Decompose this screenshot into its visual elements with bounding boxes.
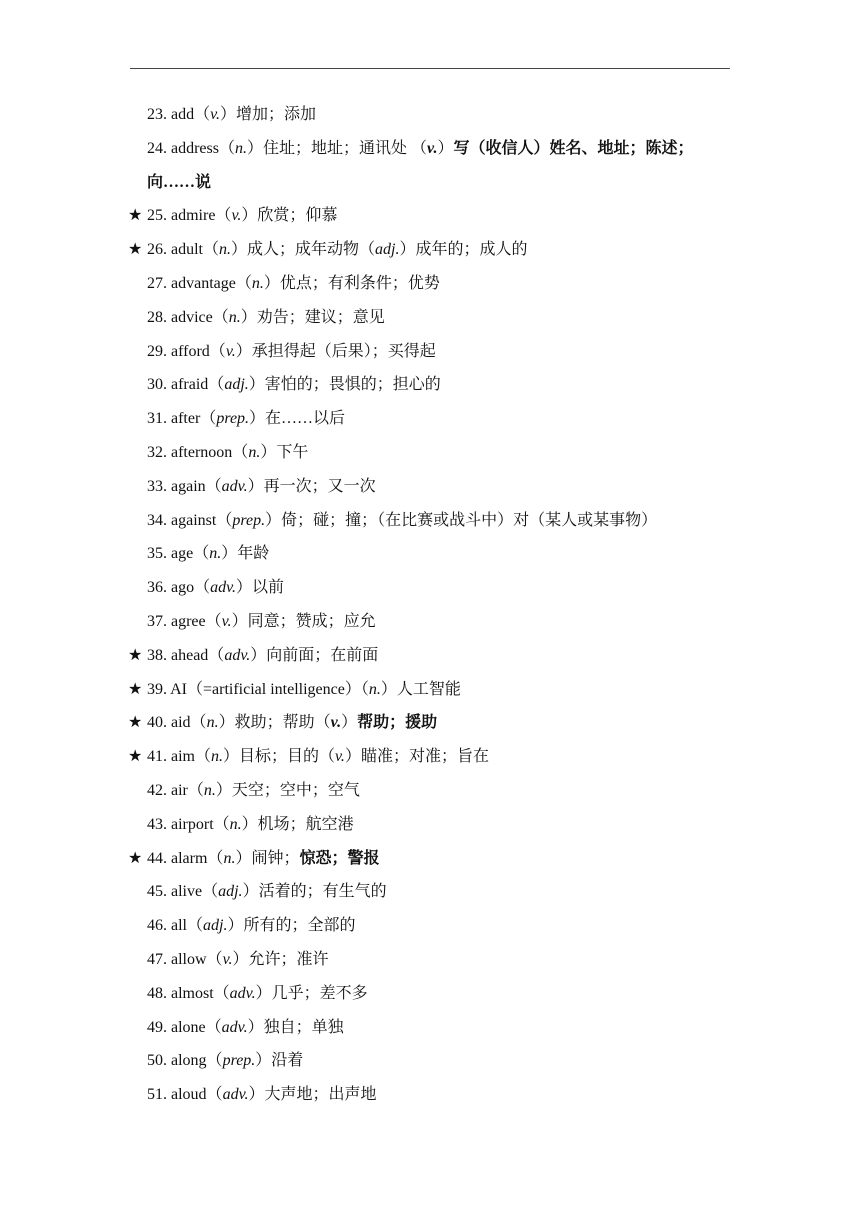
entry-text: ）大声地；出声地	[248, 1086, 377, 1104]
entry-text: ahead（	[171, 646, 225, 664]
entry-text: ）机场；航空港	[241, 815, 354, 833]
entry-number: 51.	[147, 1086, 167, 1104]
part-of-speech: v.	[427, 139, 438, 157]
part-of-speech: n.	[251, 274, 264, 292]
entry-number: 24.	[147, 139, 167, 157]
entry-text: ）目标；目的（	[223, 748, 336, 766]
entry-number: 27.	[147, 274, 167, 292]
vocab-entry	[0, 537, 860, 571]
vocab-entry	[0, 977, 860, 1011]
vocab-entry	[0, 605, 860, 639]
entry-text: ）所有的；全部的	[227, 917, 356, 935]
entry-number: 36.	[147, 579, 167, 597]
vocab-entry	[0, 909, 860, 943]
entry-text: aloud（	[171, 1086, 223, 1104]
entry-text: ）救助；帮助（	[218, 714, 331, 732]
entry-text: afford（	[171, 342, 226, 360]
part-of-speech: n.	[223, 849, 236, 867]
entry-text: agree（	[171, 612, 222, 630]
entry-text: ）成人；成年动物（	[231, 241, 376, 259]
entry-text: AI（=artificial intelligence）（	[170, 680, 369, 698]
entry-text: ）同意；赞成；应允	[231, 612, 376, 630]
entry-number: 28.	[147, 308, 167, 326]
entry-number: 41.	[147, 748, 167, 766]
entry-text: ）承担得起（后果）；买得起	[235, 342, 436, 360]
part-of-speech: n.	[235, 139, 247, 157]
entry-number: 23.	[147, 106, 167, 123]
vocab-entry	[0, 233, 860, 267]
entry-number: 45.	[147, 883, 167, 901]
entry-text: ）	[341, 714, 358, 732]
entry-text: ）成年的；成人的	[399, 241, 528, 259]
part-of-speech: n.	[209, 545, 222, 563]
part-of-speech: n.	[203, 781, 216, 799]
entry-number: 35.	[147, 545, 167, 563]
entry-text: ）瞄准；对准；旨在	[344, 748, 489, 766]
entry-text: ）住址；地址；通讯处 （	[247, 139, 428, 157]
part-of-speech: v.	[231, 207, 242, 225]
part-of-speech: v.	[221, 612, 232, 630]
part-of-speech: n.	[229, 815, 242, 833]
header-rule	[130, 68, 730, 69]
vocab-entry	[0, 98, 860, 132]
part-of-speech: n.	[211, 748, 223, 766]
bold-meaning: 惊恐；警报	[299, 849, 380, 867]
vocab-entry	[0, 132, 860, 200]
entry-text: ）年龄	[221, 545, 270, 563]
part-of-speech: adj.	[224, 376, 249, 394]
entry-text: ）	[437, 139, 454, 157]
vocab-entry	[0, 1078, 860, 1112]
entry-number: 31.	[147, 410, 167, 428]
vocab-entry	[0, 199, 860, 233]
vocab-entry	[0, 943, 860, 977]
vocab-entry	[0, 571, 860, 605]
entry-text: aim（	[171, 748, 211, 766]
star-marker: ★	[128, 748, 143, 766]
entry-text: alive（	[171, 883, 219, 901]
entry-text: ）独自；单独	[247, 1018, 344, 1036]
entry-number: 33.	[147, 477, 167, 495]
part-of-speech: n.	[219, 241, 231, 259]
vocab-entry	[0, 673, 860, 707]
entry-text: ago（	[171, 579, 211, 597]
part-of-speech: prep.	[232, 511, 266, 529]
vocab-entry	[0, 368, 860, 402]
part-of-speech: adv.	[224, 646, 251, 664]
entry-text: ）再一次；又一次	[247, 477, 376, 495]
entry-number: 46.	[147, 917, 167, 935]
entry-text: ）下午	[260, 443, 309, 461]
vocab-entry	[0, 402, 860, 436]
entry-text: ）害怕的；畏惧的；担心的	[248, 376, 441, 394]
entry-text: ）向前面；在前面	[250, 646, 379, 664]
entry-text: against（	[171, 511, 233, 529]
part-of-speech: v.	[225, 342, 236, 360]
part-of-speech: n.	[368, 680, 381, 698]
entry-number: 49.	[147, 1018, 167, 1036]
entry-number: 29.	[147, 342, 167, 360]
entry-text: admire（	[171, 207, 232, 225]
entry-text: alone（	[171, 1018, 222, 1036]
entry-text: airport（	[171, 815, 230, 833]
entry-text: all（	[171, 917, 203, 935]
entry-text: adult（	[171, 241, 219, 259]
entry-text: afternoon（	[171, 443, 249, 461]
part-of-speech: adj.	[375, 241, 400, 259]
bold-meaning: 写（收信人）姓名、地址；陈述；向……说	[147, 139, 694, 191]
part-of-speech: prep.	[222, 1052, 256, 1070]
vocabulary-list	[0, 98, 860, 1112]
vocab-entry	[0, 706, 860, 740]
entry-text: along（	[171, 1052, 223, 1070]
star-marker: ★	[128, 207, 143, 225]
entry-text: air（	[171, 781, 204, 799]
star-marker: ★	[128, 714, 143, 732]
part-of-speech: v.	[210, 106, 221, 123]
entry-number: 30.	[147, 376, 167, 394]
part-of-speech: n.	[206, 714, 219, 732]
entry-number: 37.	[147, 612, 167, 630]
vocab-entry	[0, 301, 860, 335]
entry-text: ）几乎；差不多	[255, 984, 368, 1002]
star-marker: ★	[128, 680, 143, 698]
entry-text: ）闹钟；	[235, 849, 300, 867]
entry-number: 38.	[147, 646, 167, 664]
part-of-speech: n.	[248, 443, 261, 461]
vocab-entry	[0, 808, 860, 842]
entry-text: again（	[171, 477, 222, 495]
entry-number: 34.	[147, 511, 167, 529]
entry-number: 47.	[147, 950, 167, 968]
entry-number: 26.	[147, 241, 167, 259]
entry-text: aid（	[171, 714, 207, 732]
entry-number: 50.	[147, 1052, 167, 1070]
star-marker: ★	[128, 849, 143, 867]
entry-text: ）天空；空中；空气	[215, 781, 360, 799]
part-of-speech: prep.	[216, 410, 250, 428]
part-of-speech: adj.	[218, 883, 243, 901]
vocab-entry	[0, 504, 860, 538]
entry-text: after（	[171, 410, 217, 428]
entry-text: age（	[171, 545, 210, 563]
entry-text: advantage（	[171, 274, 252, 292]
entry-text: ）劝告；建议；意见	[240, 308, 385, 326]
part-of-speech: adv.	[222, 1086, 249, 1104]
entry-number: 44.	[147, 849, 167, 867]
entry-number: 32.	[147, 443, 167, 461]
vocab-entry	[0, 1011, 860, 1045]
part-of-speech: adv.	[221, 477, 248, 495]
entry-text: ）在……以后	[249, 410, 346, 428]
vocab-entry	[0, 335, 860, 369]
part-of-speech: adv.	[221, 1018, 248, 1036]
entry-number: 25.	[147, 207, 167, 225]
vocab-entry	[0, 774, 860, 808]
star-marker: ★	[128, 646, 143, 664]
vocab-entry	[0, 740, 860, 774]
vocab-entry	[0, 639, 860, 673]
part-of-speech: v.	[335, 748, 345, 766]
part-of-speech: adv.	[229, 984, 256, 1002]
vocab-entry	[0, 842, 860, 876]
vocab-entry	[0, 436, 860, 470]
vocab-entry	[0, 875, 860, 909]
part-of-speech: n.	[228, 308, 241, 326]
entry-text: ）欣赏；仰慕	[241, 207, 338, 225]
entry-text: ）活着的；有生气的	[242, 883, 387, 901]
entry-text: address（	[171, 139, 235, 157]
entry-number: 40.	[147, 714, 167, 732]
entry-text: ）允许；准许	[232, 950, 329, 968]
entry-text: allow（	[171, 950, 223, 968]
entry-text: ）以前	[236, 579, 285, 597]
entry-text: alarm（	[171, 849, 224, 867]
part-of-speech: adj.	[203, 917, 228, 935]
bold-meaning: 帮助；援助	[357, 714, 438, 732]
entry-text: almost（	[171, 984, 230, 1002]
entry-text: ）人工智能	[380, 680, 461, 698]
vocab-entry	[0, 470, 860, 504]
entry-text: afraid（	[171, 376, 225, 394]
entry-text: ）优点；有利条件；优势	[263, 274, 440, 292]
part-of-speech: adv.	[210, 579, 237, 597]
part-of-speech: v.	[222, 950, 233, 968]
entry-number: 43.	[147, 815, 167, 833]
entry-text: ）沿着	[255, 1052, 304, 1070]
entry-text: advice（	[171, 308, 229, 326]
entry-text: ）增加；添加	[220, 106, 317, 123]
vocab-entry	[0, 1044, 860, 1078]
part-of-speech: v.	[330, 714, 342, 732]
entry-number: 48.	[147, 984, 167, 1002]
entry-number: 39.	[147, 680, 167, 698]
entry-text: add（	[171, 106, 211, 123]
vocab-entry	[0, 267, 860, 301]
star-marker: ★	[128, 241, 143, 259]
entry-number: 42.	[147, 781, 167, 799]
entry-text: ）倚；碰；撞；（在比赛或战斗中）对（某人或某事物）	[265, 511, 658, 529]
